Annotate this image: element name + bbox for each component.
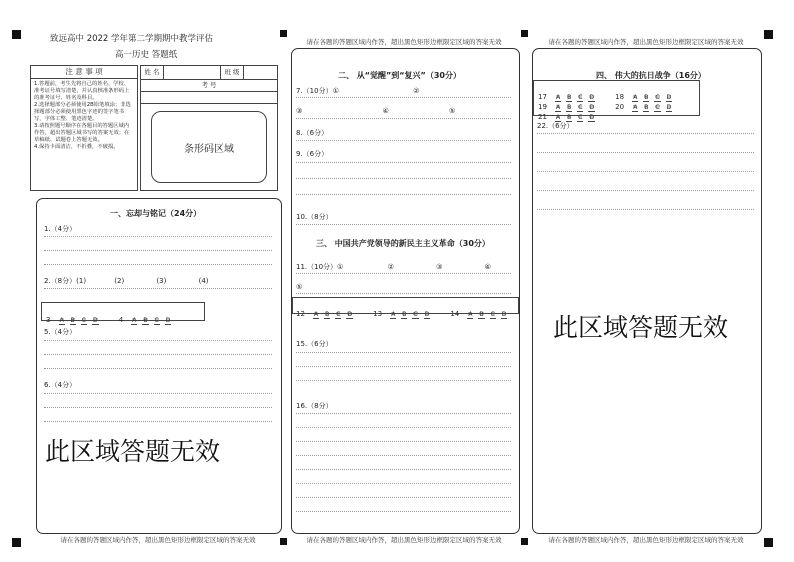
exam-no-label: 考 号 [141, 80, 277, 92]
choice-number: 19 [538, 103, 547, 111]
bubble-a[interactable]: A [468, 311, 473, 318]
alignment-mark-bottom-mid-left [280, 538, 287, 545]
student-info-box [140, 65, 278, 191]
answer-line[interactable] [537, 209, 754, 210]
choice-number: 14 [450, 310, 460, 318]
answer-line[interactable] [537, 152, 754, 153]
choice-number: 4 [118, 316, 124, 324]
bubble-b[interactable]: B [70, 317, 75, 324]
choice-box-q12-q14 [292, 297, 519, 318]
section-3-title: 三、 中国共产党领导的新民主主义革命（30分） [316, 239, 490, 248]
alignment-mark-bottom-left [12, 538, 21, 547]
bubble-d[interactable]: D [589, 114, 595, 121]
notice-box [30, 65, 138, 191]
choice-group-q12 [296, 301, 358, 320]
warning-text: 请在各题的答题区域内作答，超出黑色矩形边框限定区域的答案无效 [548, 38, 744, 46]
answer-line[interactable] [296, 366, 511, 367]
answer-line[interactable] [44, 368, 272, 369]
notice-title: 注 意 事 项 [31, 66, 137, 79]
question-11-label [296, 262, 491, 272]
answer-line[interactable] [296, 497, 511, 498]
answer-line[interactable] [44, 264, 272, 265]
exam-no-field[interactable] [141, 92, 277, 104]
exam-title: 致远高中 2022 学年第二学期期中教学评估 [50, 34, 214, 44]
bubble-d[interactable]: D [501, 311, 507, 318]
notice-items [31, 79, 137, 153]
answer-line[interactable] [296, 413, 511, 414]
choice-number: 21 [538, 113, 547, 121]
question-11-part: ⑤ [296, 283, 303, 291]
notice-item: 2.选择题部分必须使用2B铅笔填涂；非选择题部分必须使用黑色字迹的签字笔书写，字体工整、笔迹清楚。 [34, 102, 131, 122]
question-9-label: 9.（6分） [296, 150, 329, 158]
bubble-b[interactable]: B [644, 94, 649, 101]
question-7-part: ③ [296, 107, 303, 115]
question-8-label: 8.（6分） [296, 129, 329, 137]
answer-line[interactable] [44, 354, 272, 355]
class-field[interactable] [244, 66, 277, 79]
answer-panel-section-1 [36, 198, 282, 534]
question-11-part: ③ [436, 263, 443, 271]
bubble-a[interactable]: A [59, 317, 64, 324]
bubble-b[interactable]: B [567, 104, 572, 111]
notice-item: 4.保持卡面清洁，不折叠，不破损。 [34, 144, 119, 150]
question-11-part: ④ [484, 263, 491, 271]
bubble-c[interactable]: C [655, 104, 660, 111]
answer-line[interactable] [44, 236, 272, 237]
answer-line[interactable] [296, 469, 511, 470]
bubble-a[interactable]: A [633, 94, 638, 101]
invalid-area-text: 此区域答题无效 [553, 313, 729, 342]
choice-box-q17-q21 [533, 80, 700, 121]
bubble-c[interactable]: C [413, 311, 418, 318]
bubble-c[interactable]: C [578, 104, 583, 111]
notice-item: 3.请按照题号顺序在各题目的答题区域内作答，超出答题区域书写的答案无效；在草稿纸、试题卷上答题无效。 [34, 123, 130, 143]
question-7-label [296, 86, 419, 96]
warning-text: 请在各题的答题区域内作答，超出黑色矩形边框限定区域的答案无效 [60, 536, 256, 544]
bubble-a[interactable]: A [314, 311, 319, 318]
question-1-label: 1.（4分） [44, 225, 77, 233]
bubble-b[interactable]: B [143, 317, 148, 324]
bubble-d[interactable]: D [589, 94, 595, 101]
bubble-d[interactable]: D [666, 104, 672, 111]
warning-text: 请在各题的答题区域内作答，超出黑色矩形边框限定区域的答案无效 [306, 536, 502, 544]
bubble-c[interactable]: C [655, 94, 660, 101]
answer-line[interactable] [296, 511, 511, 512]
section-2-title: 二、 从“觉醒”到“复兴”（30分） [338, 71, 461, 80]
question-7-part: ② [413, 87, 420, 95]
alignment-mark-bottom-right [764, 538, 773, 547]
answer-panel-section-2-3 [291, 48, 520, 534]
choice-number: 20 [615, 103, 625, 111]
name-field[interactable] [164, 66, 221, 79]
answer-line[interactable] [44, 407, 272, 408]
question-11-start: 11.（10分）① [296, 263, 344, 271]
class-label: 班 级 [221, 66, 244, 79]
choice-number: 3 [46, 316, 51, 324]
bubble-b[interactable]: B [325, 311, 330, 318]
answer-line[interactable] [296, 273, 511, 274]
choice-group-q4 [119, 307, 177, 326]
choice-group-q14 [450, 301, 512, 320]
answer-line[interactable] [296, 380, 511, 381]
barcode-area [151, 111, 267, 183]
notice-item: 1.答题前，考生先将自己的姓名、学校、准考证号填写清楚，并认真核准条形码上的准考证号、姓名及科目。 [34, 81, 130, 101]
alignment-mark-top-mid-right [521, 30, 528, 37]
exam-subtitle: 高一历史 答题纸 [115, 50, 178, 60]
question-11-part: ② [387, 263, 394, 271]
bubble-b[interactable]: B [644, 104, 649, 111]
barcode-label: 条形码区域 [184, 143, 234, 155]
bubble-d[interactable]: D [347, 311, 353, 318]
question-7-part: ④ [382, 107, 389, 115]
answer-line[interactable] [296, 293, 511, 294]
question-2-part: (4) [198, 277, 209, 285]
answer-line[interactable] [44, 250, 272, 251]
question-5-label: 5.（4分） [44, 328, 77, 336]
bubble-a[interactable]: A [556, 104, 561, 111]
question-2-part: (2) [114, 277, 125, 285]
question-2-label [44, 276, 209, 286]
bubble-a[interactable]: A [556, 114, 561, 121]
choice-number: 17 [538, 93, 547, 101]
alignment-mark-top-mid-left [280, 30, 287, 37]
question-6-label: 6.（4分） [44, 381, 77, 389]
warning-text: 请在各题的答题区域内作答，超出黑色矩形边框限定区域的答案无效 [306, 38, 502, 46]
answer-line[interactable] [44, 393, 272, 394]
alignment-mark-top-left [12, 30, 21, 39]
question-7-part: ⑤ [449, 107, 456, 115]
question-10-label: 10.（8分） [296, 213, 333, 221]
bubble-b[interactable]: B [567, 114, 572, 121]
warning-text: 请在各题的答题区域内作答，超出黑色矩形边框限定区域的答案无效 [548, 536, 744, 544]
bubble-c[interactable]: C [490, 311, 495, 318]
bubble-c[interactable]: C [578, 94, 583, 101]
bubble-a[interactable]: A [556, 94, 561, 101]
name-label: 姓 名 [141, 66, 164, 79]
question-16-label: 16.（8分） [296, 402, 333, 410]
answer-line[interactable] [537, 171, 754, 172]
choice-group-q20 [615, 94, 677, 113]
answer-line[interactable] [296, 140, 511, 141]
section-4-title: 四、 伟大的抗日战争（16分） [596, 71, 706, 80]
answer-line[interactable] [537, 190, 754, 191]
question-2-part: (3) [156, 277, 167, 285]
answer-line[interactable] [44, 340, 272, 341]
bubble-c[interactable]: C [336, 311, 341, 318]
bubble-d[interactable]: D [93, 317, 98, 324]
bubble-b[interactable]: B [567, 94, 572, 101]
bubble-a[interactable]: A [132, 317, 137, 324]
choice-box-q3-q4 [41, 302, 205, 324]
answer-line[interactable] [44, 421, 272, 422]
answer-line[interactable] [296, 483, 511, 484]
choice-group-q3 [46, 307, 104, 326]
answer-line[interactable] [296, 178, 511, 179]
question-7-parts-row [296, 107, 455, 115]
answer-line[interactable] [296, 162, 511, 163]
bubble-d[interactable]: D [424, 311, 430, 318]
choice-number: 13 [373, 310, 383, 318]
question-7-start: 7.（10分）① [296, 87, 339, 95]
bubble-d[interactable]: D [589, 104, 595, 111]
alignment-mark-bottom-mid-right [521, 538, 528, 545]
invalid-area-text: 此区域答题无效 [45, 437, 221, 466]
bubble-b[interactable]: B [402, 311, 407, 318]
answer-line[interactable] [296, 224, 511, 225]
bubble-a[interactable]: A [633, 104, 638, 111]
bubble-c[interactable]: C [154, 317, 159, 324]
answer-line[interactable] [296, 118, 511, 119]
bubble-b[interactable]: B [479, 311, 484, 318]
bubble-c[interactable]: C [578, 114, 583, 121]
question-15-label: 15.（6分） [296, 340, 333, 348]
bubble-a[interactable]: A [391, 311, 396, 318]
question-22-label: 22.（6分） [537, 122, 574, 130]
answer-line[interactable] [537, 133, 754, 134]
bubble-d[interactable]: D [666, 94, 672, 101]
answer-line[interactable] [296, 352, 511, 353]
answer-line[interactable] [296, 427, 511, 428]
choice-number: 18 [615, 93, 625, 101]
choice-group-q13 [373, 301, 435, 320]
answer-line[interactable] [296, 455, 511, 456]
bubble-d[interactable]: D [165, 317, 171, 324]
bubble-c[interactable]: C [81, 317, 86, 324]
answer-line[interactable] [296, 194, 511, 195]
answer-line[interactable] [296, 441, 511, 442]
choice-number: 12 [296, 310, 305, 318]
answer-line[interactable] [296, 97, 511, 98]
section-1-title: 一、忘却与铭记（24分） [110, 209, 202, 218]
question-2-start: 2.（8分）(1) [44, 277, 87, 285]
answer-line[interactable] [44, 288, 272, 289]
alignment-mark-top-right [764, 30, 773, 39]
